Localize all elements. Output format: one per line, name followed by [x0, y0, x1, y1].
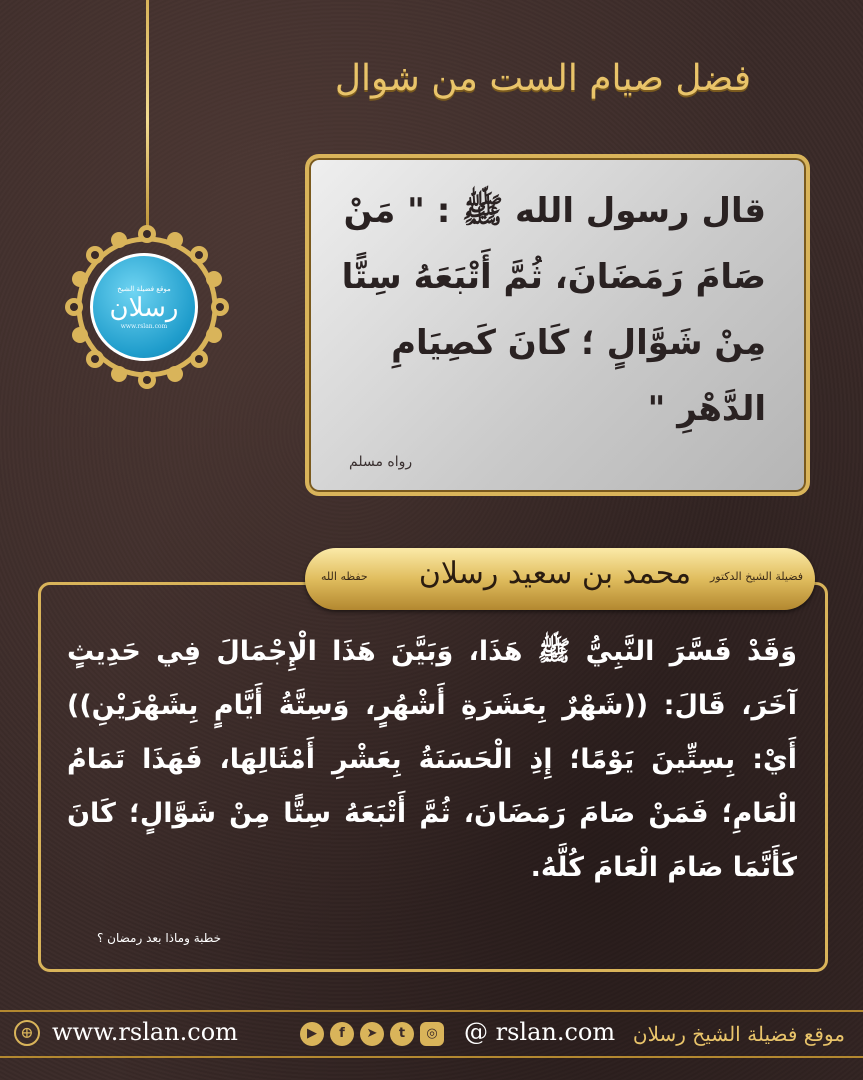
youtube-icon[interactable]: ▶	[300, 1022, 324, 1046]
facebook-icon[interactable]: f	[330, 1022, 354, 1046]
sheikh-banner	[305, 548, 815, 610]
main-source: خطبة وماذا بعد رمضان ؟	[97, 931, 222, 945]
twitter-icon[interactable]: t	[390, 1022, 414, 1046]
banner-suffix: حفظه الله	[321, 570, 368, 583]
footer-divider-bottom	[0, 1056, 863, 1058]
banner-prefix: فضيلة الشيخ الدكتور	[709, 570, 803, 583]
logo-url-text: www.rslan.com	[120, 322, 168, 330]
hadith-card	[305, 154, 810, 496]
website-link[interactable]: www.rslan.com	[52, 1018, 238, 1046]
main-text-box	[38, 582, 828, 972]
main-text: وَقَدْ فَسَّرَ النَّبِيُّ ﷺ هَذَا، وَبَيَّنَ هَذَا الْإِجْمَالَ فِي حَدِيثٍ آخَرَ، قَالَ: ((شَهْرٌ بِعَشَرَةِ أَشْهُرٍ، وَسِتَّةُ أَيَّامٍ بِشَهْرَيْنِ)) أَيْ: بِسِتِّينَ يَوْمًا؛ إِذِ الْحَسَنَةُ بِعَشْرِ أَمْثَالِهَا، فَهَذَا تَمَامُ الْعَامِ؛ فَمَنْ صَامَ رَمَضَانَ، ثُمَّ أَتْبَعَهُ سِتًّا مِنْ شَوَّالٍ؛ كَانَ كَأَنَّمَا صَامَ الْعَامَ كُلَّهُ.	[67, 636, 797, 883]
footer-divider-top	[0, 1010, 863, 1012]
globe-icon[interactable]: ⊕	[14, 1020, 40, 1046]
logo-badge	[90, 253, 198, 361]
footer	[0, 1014, 863, 1054]
logo-main-text: رسلان	[109, 292, 179, 323]
page-title: فضل صيام الست من شوال	[334, 58, 752, 99]
hadith-text: قال رسول الله ﷺ : " مَنْ صَامَ رَمَضَانَ، ثُمَّ أَتْبَعَهُ سِتًّا مِنْ شَوَّالٍ ؛ كَانَ كَصِيَامِ الدَّهْرِ "	[341, 191, 766, 429]
logo-top-text: موقع فضيلة الشيخ	[117, 284, 171, 293]
hadith-source: رواه مسلم	[349, 454, 413, 470]
site-name: موقع فضيلة الشيخ رسلان	[632, 1022, 845, 1046]
hanging-line	[146, 0, 149, 240]
banner-name: محمد بن سعيد رسلان	[418, 556, 692, 591]
telegram-icon[interactable]: ➤	[360, 1022, 384, 1046]
instagram-icon[interactable]: ◎	[420, 1022, 444, 1046]
social-handle[interactable]: @ rslan.com	[464, 1018, 616, 1046]
